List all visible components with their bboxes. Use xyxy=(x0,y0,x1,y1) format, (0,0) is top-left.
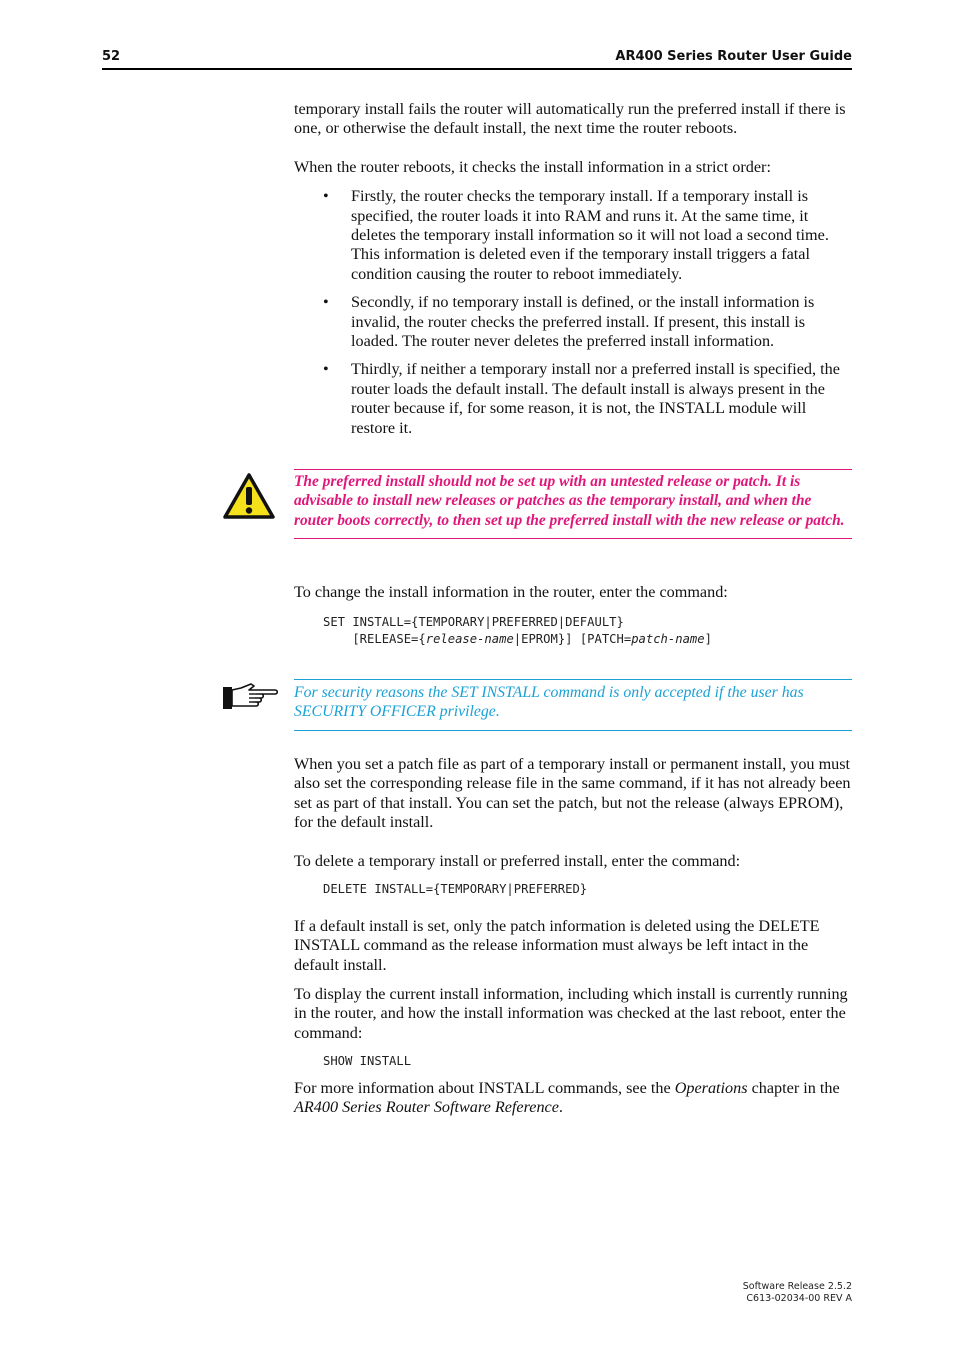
order-paragraph: When the router reboots, it checks the install information in a strict order: xyxy=(294,157,771,176)
command-line: SET INSTALL={TEMPORARY|PREFERRED|DEFAULT} xyxy=(323,615,624,629)
document-code: C613-02034-00 REV A xyxy=(746,1293,852,1304)
software-release: Software Release 2.5.2 xyxy=(742,1281,852,1292)
patch-name-param: patch-name xyxy=(631,632,705,646)
intro-section xyxy=(294,100,852,447)
warning-callout: The preferred install should not be set up with an untested release or patch. It is advisable to install new releases or patches as the temporary install, and when the router boots correctly, to then set up the preferred install with the new release or patch. xyxy=(294,469,852,539)
show-install-command: SHOW INSTALL xyxy=(323,1054,412,1068)
page-number: 52 xyxy=(102,49,121,64)
set-install-command xyxy=(323,614,712,648)
more-info-text: For more information about INSTALL commands, see the xyxy=(294,1079,675,1097)
more-info-text: . xyxy=(558,1098,563,1117)
software-reference-title: AR400 Series Router Software Reference xyxy=(294,1098,559,1117)
command-line: [RELEASE={ xyxy=(323,632,426,646)
running-title: AR400 Series Router User Guide xyxy=(615,49,852,64)
list-item: • Secondly, if no temporary install is defined, or the install information is invalid, the router checks the preferred install. If present, this install is loaded. The router never deletes the preferred install information. xyxy=(294,293,852,351)
delete-install-paragraph: To delete a temporary install or preferred install, enter the command: xyxy=(294,852,741,870)
more-info-paragraph xyxy=(294,1079,852,1118)
list-item: • Thirdly, if neither a temporary install nor a preferred install is specified, the router loads the default install. The default install is always present in the router because if, for some reason, it is not, the INSTALL module will restore it. xyxy=(294,360,852,438)
security-note-callout: For security reasons the SET INSTALL command is only accepted if the user has SECURITY OFFICER privilege. xyxy=(294,679,852,731)
page-header xyxy=(102,47,852,70)
more-info-text: chapter in the xyxy=(747,1079,840,1097)
change-install-paragraph: To change the install information in the router, enter the command: xyxy=(294,583,728,601)
command-line: |EPROM}] [PATCH= xyxy=(513,632,632,646)
warning-triangle-icon xyxy=(222,472,276,520)
install-order-list xyxy=(294,187,852,438)
release-name-param: release-name xyxy=(425,632,514,646)
page-footer xyxy=(743,1281,852,1305)
patch-paragraph: When you set a patch file as part of a temporary install or permanent install, you must also set the corresponding release file in the same command, if it has not already been set as part of that install. You can set the patch, but not the release (always EPROM), for the default install. xyxy=(294,755,851,832)
command-line: ] xyxy=(704,632,712,646)
display-install-paragraph: To display the current install information, including which install is currently running in the router, and how the install information was checked at the last reboot, enter the command: xyxy=(294,985,848,1042)
intro-paragraph: temporary install fails the router will automatically run the preferred install if there is one, or otherwise the default install, the next time the router reboots. xyxy=(294,100,846,138)
list-item: • Firstly, the router checks the temporary install. If a temporary install is specified, the router loads it into RAM and runs it. At the same time, it deletes the temporary install information so it will not load a second time. This information is deleted even if the temporary install triggers a fatal condition causing the router to reboot immediately. xyxy=(294,187,852,284)
operations-chapter-ref: Operations xyxy=(674,1079,748,1097)
pointing-hand-icon xyxy=(221,681,279,711)
delete-install-command: DELETE INSTALL={TEMPORARY|PREFERRED} xyxy=(323,882,588,896)
default-install-paragraph: If a default install is set, only the patch information is deleted using the DELETE INSTALL command as the release information must always be left intact in the default install. xyxy=(294,917,820,974)
